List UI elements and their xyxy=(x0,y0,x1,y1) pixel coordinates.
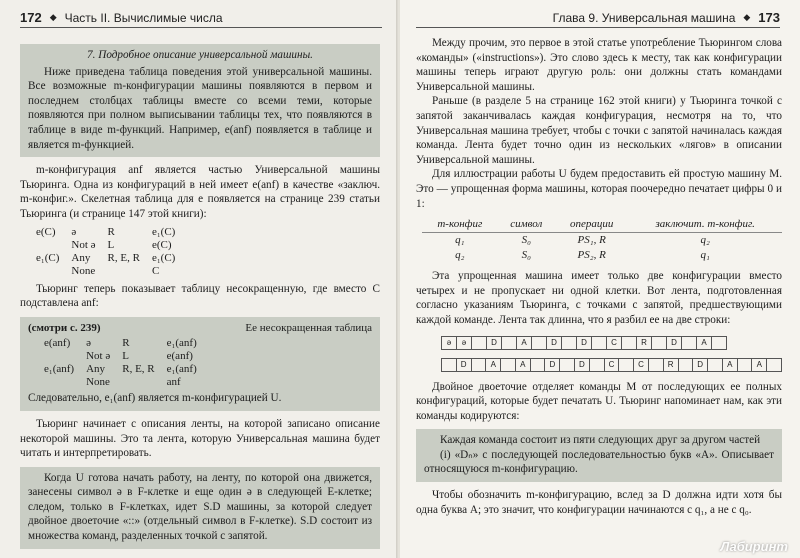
tape-cell: A xyxy=(751,358,767,372)
table-cell: e(C) xyxy=(151,238,172,251)
right-paragraph-5: Двойное двоеточие отделяет команды M от последующих ее полных конфигураций, которые будет печатать U. Тьюринг напоминает нам, как эти команды кодируются: xyxy=(416,380,782,422)
table-row xyxy=(422,248,782,263)
tape-cell: D xyxy=(692,358,708,372)
table-cell: q₂ xyxy=(700,234,710,247)
table-row xyxy=(30,252,181,265)
tape-cell xyxy=(589,358,605,372)
table-cell: e₁(anf) xyxy=(44,363,75,376)
tape-cell: D xyxy=(456,358,472,372)
section-box xyxy=(20,44,380,157)
tape-cell: R xyxy=(636,336,652,350)
table-header-row xyxy=(422,217,782,233)
table-row xyxy=(38,350,203,363)
table-row xyxy=(38,337,203,350)
left-running-title: Часть II. Вычислимые числа xyxy=(64,10,223,25)
tape-cell xyxy=(559,358,575,372)
table-row xyxy=(30,265,181,278)
table-cell: Any xyxy=(71,251,91,264)
table-cell: q₂ xyxy=(455,249,465,262)
diamond-icon: ◆ xyxy=(743,12,751,22)
tape-cell xyxy=(651,336,667,350)
right-paragraph-1: Между прочим, это первое в этой статье употребление Тьюрингом слова «команды» («instructions»). Это слово здесь к месту, так как конфигурации машины теперь играют другую роль: они должны стать командами Универсальной машины. xyxy=(416,37,782,93)
machine-table xyxy=(422,217,782,263)
tape-cell: D xyxy=(544,358,560,372)
tape-cell xyxy=(471,358,487,372)
tape-row-2 xyxy=(442,358,782,372)
right-page xyxy=(400,0,800,558)
table-row xyxy=(30,239,181,252)
tape-cell xyxy=(501,336,517,350)
tape-cell xyxy=(766,358,782,372)
box-reference: (смотри с. 239) xyxy=(28,321,101,334)
table-cell: PS₂, R xyxy=(577,249,606,262)
table-cell: e(C) xyxy=(36,225,56,238)
table-cell: anf xyxy=(166,376,181,389)
left-header-rule xyxy=(20,27,382,28)
tape-cell xyxy=(561,336,577,350)
table-cell: None xyxy=(71,264,96,277)
tape-cell: A xyxy=(696,336,712,350)
table-cell: q₁ xyxy=(700,249,710,262)
table-row xyxy=(38,376,203,389)
tape-cell xyxy=(618,358,634,372)
table-row xyxy=(422,233,782,249)
left-running-head xyxy=(20,10,223,25)
table-header-cell: символ xyxy=(498,217,555,233)
table-row xyxy=(38,363,203,376)
tape-cell xyxy=(591,336,607,350)
left-page xyxy=(0,0,398,558)
tape-cell: A xyxy=(515,358,531,372)
tape-cell xyxy=(678,358,694,372)
tape-cell xyxy=(531,336,547,350)
table-cell: q₁ xyxy=(455,234,465,247)
table-cell: ə xyxy=(71,225,77,238)
table-cell xyxy=(38,376,80,389)
tape-cell xyxy=(737,358,753,372)
table-cell: C xyxy=(151,264,160,277)
table-cell: R, E, R xyxy=(107,251,140,264)
tape-description-text: Когда U готова начать работу, на ленту, по которой она движется, занесены символ ə в F-клетке и еще один ə в следующей E-клетке; следом, только в F-клетках, идет S.D машины, за которой следует двойное двоеточие «::» (отдельный символ в F-клетке). S.D состоит из множества команд, разделенных точкой с запятой. xyxy=(28,471,372,543)
tape-row-1 xyxy=(442,336,782,350)
tape-cell: D xyxy=(574,358,590,372)
table-cell: Not ə xyxy=(71,238,96,251)
box-tail-text: Следовательно, e₁(anf) является m-конфигурацией U. xyxy=(28,392,282,405)
tape-cell xyxy=(441,358,457,372)
table-cell: L xyxy=(122,350,129,363)
right-running-head xyxy=(553,10,780,25)
table-header-cell: заключит. m-конфиг. xyxy=(628,217,782,233)
box-right-label: Ее несокращенная таблица xyxy=(245,321,372,334)
table-cell: R xyxy=(122,337,130,350)
skeleton-table xyxy=(30,226,181,278)
table-cell xyxy=(102,265,146,278)
right-header-rule xyxy=(416,27,780,28)
table-cell: e(anf) xyxy=(166,350,193,363)
tape-cell: R xyxy=(663,358,679,372)
tape-cell: C xyxy=(604,358,620,372)
tape-cell: D xyxy=(576,336,592,350)
command-box-text: Каждая команда состоит из пяти следующих друг за другом частей xyxy=(440,434,761,447)
table-cell: Not ə xyxy=(86,350,111,363)
table-cell: Any xyxy=(86,363,106,376)
tape-cell: C xyxy=(606,336,622,350)
unabbreviated-table-box xyxy=(20,317,380,411)
tape-cell xyxy=(621,336,637,350)
unabbreviated-table xyxy=(38,337,203,389)
left-page-number: 172 xyxy=(20,10,42,25)
tape-cell xyxy=(530,358,546,372)
table-cell: None xyxy=(86,376,110,389)
right-page-number: 173 xyxy=(758,10,780,25)
command-box xyxy=(416,429,782,482)
table-cell: e(anf) xyxy=(44,337,71,350)
right-paragraph-6: Чтобы обозначить m-конфигурацию, вслед за D должна идти хотя бы одна буква A; это значит, что конфигурации начинаются с q₁, а не с q₀. xyxy=(416,489,782,516)
table-cell xyxy=(38,350,80,363)
table-cell xyxy=(30,265,65,278)
left-paragraph-1: m-конфигурация anf является частью Универсальной машины Тьюринга. Одна из конфигураций в ней имеет e(anf) в качестве «заключ. m-конфиг.». Скелетная таблица для e появляется на странице 239 статьи Тьюринга (и странице 147 этой книги): xyxy=(20,164,380,220)
tape-cell: ə xyxy=(456,336,472,350)
tape-description-box xyxy=(20,467,380,549)
tape-cell xyxy=(648,358,664,372)
left-paragraph-3: Тьюринг начинает с описания ленты, на которой записано описание некоторой машины. Это та лента, которую Универсальная машина будет читать и интерпретировать. xyxy=(20,417,380,460)
tape-cell: A xyxy=(722,358,738,372)
diamond-icon: ◆ xyxy=(49,12,57,22)
table-cell: S₀ xyxy=(521,234,531,247)
table-cell: ə xyxy=(86,337,91,350)
table-row xyxy=(30,226,181,239)
table-cell: e₁(anf) xyxy=(166,337,197,350)
table-cell: e₁(anf) xyxy=(166,363,197,376)
section-title: 7. Подробное описание универсальной машины. xyxy=(87,49,313,61)
tape-cell: D xyxy=(666,336,682,350)
watermark-logo: Лабиринт xyxy=(720,539,788,554)
table-cell xyxy=(116,376,160,389)
right-paragraph-3: Для иллюстрации работы U будем предоставить ей простую машину M. Это — упрощенная форма машины, которая поочередно печатает цифры 0 и 1: xyxy=(416,168,782,210)
section-text: Ниже приведена таблица поведения этой универсальной машины. Все возможные m-конфигурации машины появляются в первом и последнем столбцах таблицы вместе со всеми теми, которые появляются при полном выписывании таблицы тех, что появляются в таблице в виде m-функций. Например, e(anf) появляется в таблице и является m-функцией. xyxy=(28,65,372,151)
tape-cell: D xyxy=(546,336,562,350)
table-cell: R xyxy=(107,225,115,238)
left-paragraph-2: Тьюринг теперь показывает таблицу несокращенную, где вместо C подставлена anf: xyxy=(20,282,380,310)
tape-cell xyxy=(681,336,697,350)
command-box-item: (i) «Dₙ» с последующей последовательностью букв «A». Описывает относящуюся m-конфигурацию. xyxy=(424,448,774,476)
tape-cell xyxy=(471,336,487,350)
table-cell: PS₁, R xyxy=(577,234,606,247)
tape-cell: D xyxy=(486,336,502,350)
table-cell: R, E, R xyxy=(122,363,155,376)
table-cell: e₁(C) xyxy=(151,251,176,264)
table-cell: e₁(C) xyxy=(36,251,60,264)
right-paragraph-4: Эта упрощенная машина имеет только две конфигурации вместо четырех и не пропускает ни одной клетки. Вот лента, подготовленная согласно указаниям Тьюринга, с точками с запятой, предшествующими каждой команде. Лента так длинна, что я разбил ее на две строки: xyxy=(416,270,782,326)
table-header-cell: m-конфиг xyxy=(422,217,498,233)
tape-cell: A xyxy=(516,336,532,350)
tape-cell xyxy=(707,358,723,372)
table-cell xyxy=(30,239,65,252)
tape-cell: A xyxy=(485,358,501,372)
tape-cell xyxy=(711,336,727,350)
tape-cell: C xyxy=(633,358,649,372)
right-paragraph-2: Раньше (в разделе 5 на странице 162 этой книги) у Тьюринга точкой с запятой заканчивалась каждая конфигурация, несмотря на то, что Универсальная машина требует, чтобы с точки с запятой начиналась каждая команда. Лента будет точно один из нескольких «лягов» в описании Универсальной машины. xyxy=(416,95,782,166)
tape-cell: ə xyxy=(441,336,457,350)
tape-cell xyxy=(500,358,516,372)
right-running-title: Глава 9. Универсальная машина xyxy=(552,10,736,25)
table-cell: e₁(C) xyxy=(151,225,176,238)
table-cell: L xyxy=(107,238,115,251)
table-cell: S₀ xyxy=(521,249,531,262)
table-header-cell: операции xyxy=(555,217,628,233)
